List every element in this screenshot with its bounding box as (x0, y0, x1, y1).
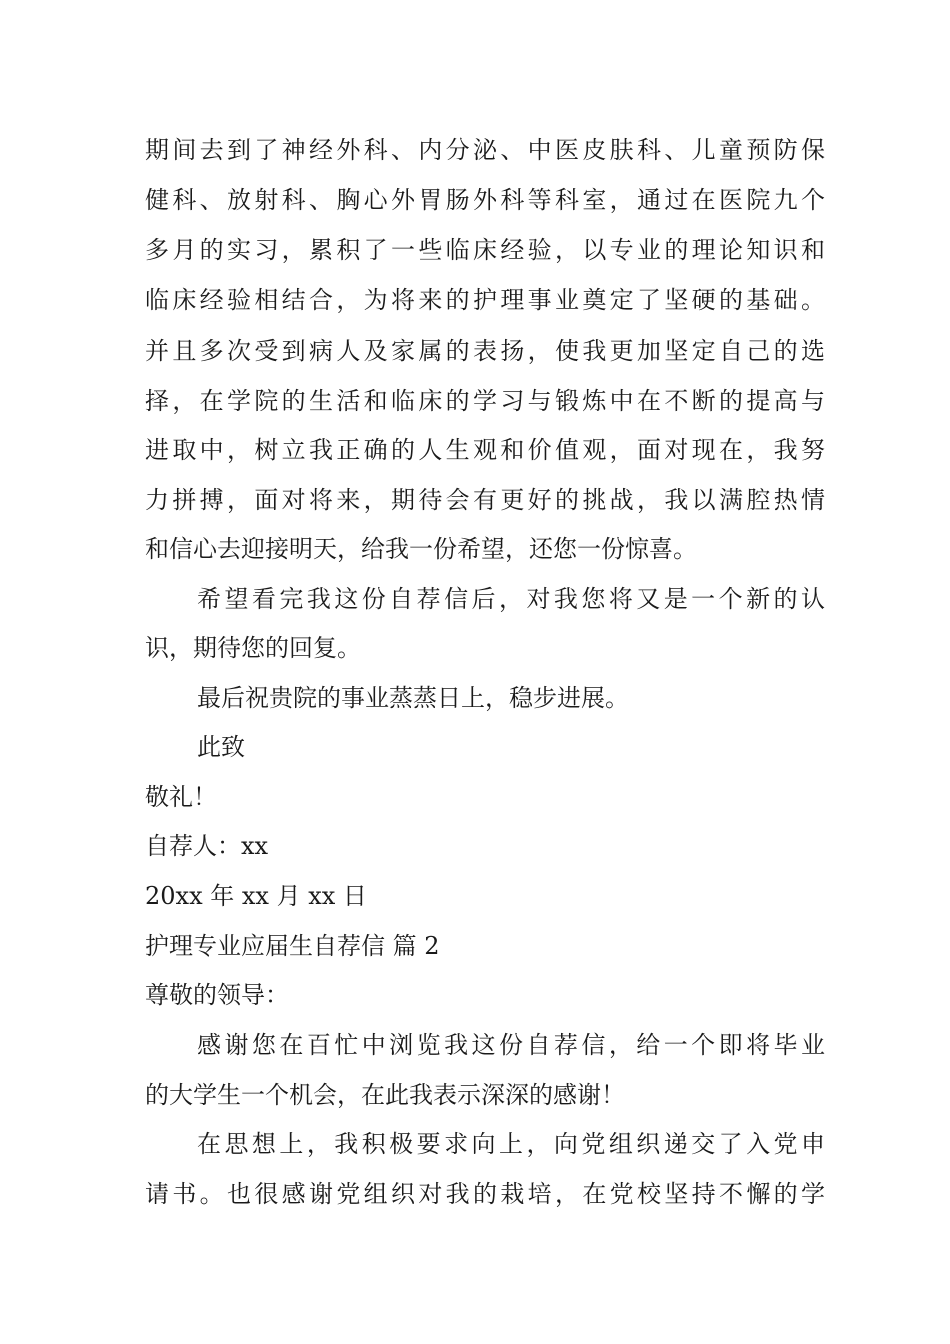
body-text-line: 择，在学院的生活和临床的学习与锻炼中在不断的提高与 (145, 387, 825, 415)
body-text-line: 多月的实习，累积了一些临床经验，以专业的理论知识和 (145, 236, 825, 264)
salutation-jingli: 敬礼！ (145, 783, 217, 811)
paragraph-line-indented: 在思想上，我积极要求向上，向党组织递交了入党申 (197, 1130, 825, 1158)
closing-wish-line: 最后祝贵院的事业蒸蒸日上，稳步进展。 (197, 684, 629, 712)
body-text-line: 期间去到了神经外科、内分泌、中医皮肤科、儿童预防保 (145, 136, 825, 164)
signature-line: 自荐人：xx (145, 832, 269, 860)
body-text-line: 并且多次受到病人及家属的表扬，使我更加坚定自己的选 (145, 337, 825, 365)
greeting-line: 尊敬的领导： (145, 981, 289, 1009)
body-text-line: 请书。也很感谢党组织对我的栽培，在党校坚持不懈的学 (145, 1180, 825, 1208)
salutation-cizhi: 此致 (197, 733, 245, 761)
body-text-line: 和信心去迎接明天，给我一份希望，还您一份惊喜。 (145, 535, 697, 563)
date-line: 20xx 年 xx 月 xx 日 (145, 882, 367, 910)
paragraph-line-indented: 希望看完我这份自荐信后，对我您将又是一个新的认 (197, 585, 825, 613)
paragraph-line-indented: 感谢您在百忙中浏览我这份自荐信，给一个即将毕业 (197, 1031, 825, 1059)
body-text-line: 的大学生一个机会，在此我表示深深的感谢！ (145, 1081, 625, 1109)
section-title: 护理专业应届生自荐信 篇 2 (145, 932, 440, 960)
body-text-line: 力拼搏，面对将来，期待会有更好的挑战，我以满腔热情 (145, 486, 825, 514)
body-text-line: 健科、放射科、胸心外胃肠外科等科室，通过在医院九个 (145, 186, 825, 214)
body-text-line: 识，期待您的回复。 (145, 634, 361, 662)
body-text-line: 临床经验相结合，为将来的护理事业奠定了坚硬的基础。 (145, 286, 825, 314)
body-text-line: 进取中，树立我正确的人生观和价值观，面对现在，我努 (145, 436, 825, 464)
